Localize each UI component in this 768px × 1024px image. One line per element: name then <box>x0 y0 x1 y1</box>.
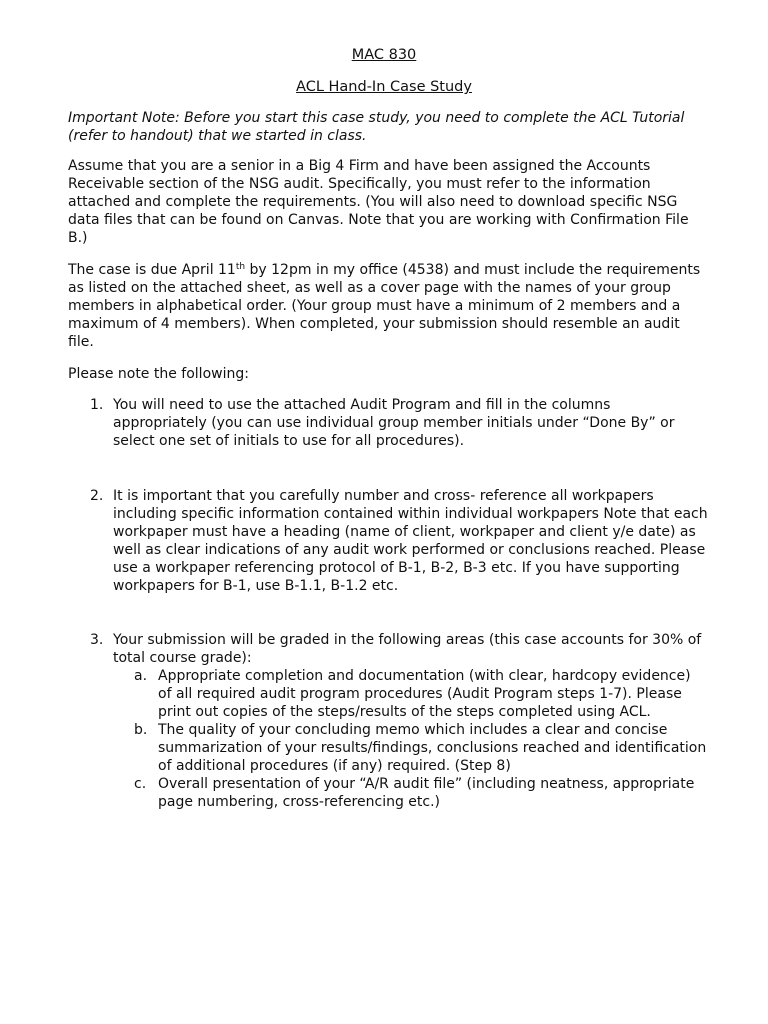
important-note: Important Note: Before you start this case study, you need to complete the ACL Tutorial (refer to handout) that we started in class. <box>68 110 685 144</box>
list-item <box>68 396 708 450</box>
due-text-start: The case is due April 11 <box>68 262 236 278</box>
course-code: MAC 830 <box>351 47 417 63</box>
sub-item-letter: c. <box>134 776 147 792</box>
due-date-suffix: th <box>235 262 246 272</box>
sub-item-letter: b. <box>134 722 148 738</box>
list-item-text: It is important that you carefully number and cross- reference all workpapers including specific information contained within individual workpapers Note that each workpaper must have a heading (name of client, workpaper and client y/e date) as well as clear indications of any audit work performed or conclusions reached. Please use a workpaper referencing protocol of B-1, B-2, B-3 etc. If you have supporting workpapers for B-1, use B-1.1, B-1.2 etc. <box>113 488 708 594</box>
sub-item-letter: a. <box>134 668 148 684</box>
sub-item-text: Appropriate completion and documentation (with clear, hardcopy evidence) of all required audit program procedures (Audit Program steps 1-7). Please print out copies of the steps/results of the steps completed using ACL. <box>158 668 691 720</box>
list-item-text: Your submission will be graded in the following areas (this case accounts for 30% of total course grade): <box>113 632 702 666</box>
sub-item-text: Overall presentation of your “A/R audit file” (including neatness, appropriate page numbering, cross-referencing etc.) <box>158 776 695 810</box>
list-item <box>68 487 708 595</box>
sub-list-item <box>134 775 708 811</box>
due-text-end: by 12pm in my office (4538) and must include the requirements as listed on the attached sheet, as well as a cover page with the names of your group members in alphabetical order. (Your group must have a minimum of 2 members and a maximum of 4 members). When completed, your submission should resemble an audit file. <box>68 262 701 350</box>
intro-paragraph: Assume that you are a senior in a Big 4 Firm and have been assigned the Accounts Receivable section of the NSG audit. Specifically, you must refer to the information attached and complete the requirements. (You will also need to download specific NSG data files that can be found on Canvas. Note that you are working with Confirmation File B.) <box>68 158 689 246</box>
sub-item-text: The quality of your concluding memo which includes a clear and concise summarization of your results/findings, conclusions reached and identification of additional procedures (if any) required. (Step 8) <box>158 722 707 774</box>
due-date-paragraph <box>68 261 708 351</box>
sub-list-item <box>134 667 708 721</box>
document-title: ACL Hand-In Case Study <box>296 79 472 95</box>
please-note-heading: Please note the following: <box>68 366 249 382</box>
list-item-number: 2. <box>90 488 104 504</box>
list-item <box>68 631 708 811</box>
list-item-number: 3. <box>90 632 104 648</box>
list-item-text: You will need to use the attached Audit Program and fill in the columns appropriately (you can use individual group member initials under “Done By” or select one set of initials to use for all procedures). <box>113 397 675 449</box>
sub-list-item <box>134 721 708 775</box>
list-item-number: 1. <box>90 397 104 413</box>
